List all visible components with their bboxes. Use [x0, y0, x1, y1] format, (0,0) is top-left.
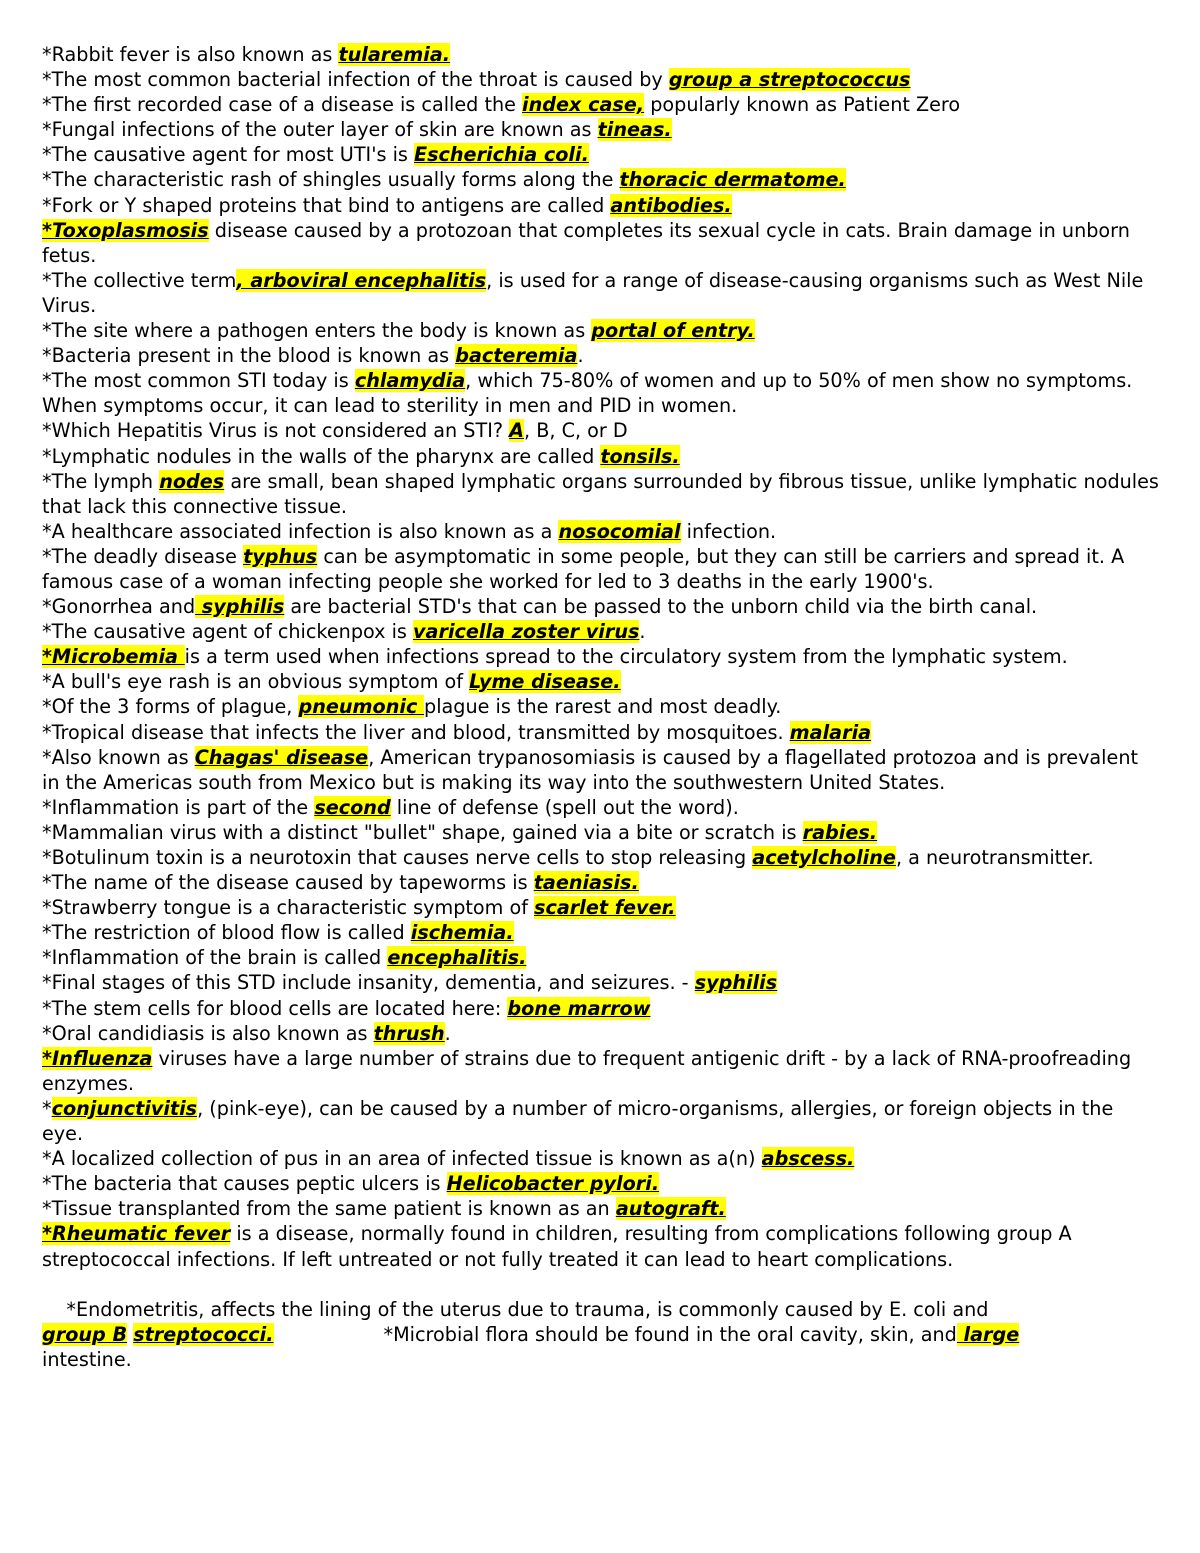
question-line [42, 795, 1160, 820]
answer-highlight: varicella zoster virus [413, 620, 640, 644]
answer-highlight: *Influenza [42, 1046, 153, 1070]
question-text: are small, bean shaped lymphatic organs surrounded by fibrous tissue, unlike lymphatic nodules that lack this connective tissue. [42, 469, 1166, 518]
question-text: *Mammalian virus with a distinct "bullet" shape, gained via a bite or scratch is [42, 820, 803, 844]
question-line [42, 519, 1160, 544]
answer-highlight: bacteremia [455, 344, 578, 368]
question-text: is a term used when infections spread to the circulatory system from the lymphatic system. [184, 645, 1068, 669]
question-line [42, 67, 1160, 92]
question-text: *Lymphatic nodules in the walls of the pharynx are called [42, 444, 601, 468]
question-text: *Which Hepatitis Virus is not considered an STI? [42, 419, 510, 443]
question-text: *The most common bacterial infection of the throat is caused by [42, 68, 669, 92]
answer-highlight: nosocomial [558, 519, 681, 543]
question-text: , which 75-80% of women and up to 50% of men show no symptoms. When symptoms occur, it can lead to sterility in men and PID in women. [42, 369, 1139, 418]
question-line [42, 218, 1160, 268]
question-line [42, 720, 1160, 745]
question-text: *The restriction of blood flow is called [42, 921, 411, 945]
answer-highlight: portal of entry. [591, 319, 755, 343]
question-line [42, 167, 1160, 192]
question-text: , is used for a range of disease-causing organisms such as West Nile Virus. [42, 268, 1150, 317]
question-line [42, 745, 1160, 795]
question-text: . [577, 344, 584, 368]
question-text: *Bacteria present in the blood is known as [42, 344, 456, 368]
question-text: *Inflammation of the brain is called [42, 946, 388, 970]
final-highlight-1: group B [42, 1322, 128, 1346]
final-highlight-2: streptococci. [133, 1322, 274, 1346]
question-text: is a disease, normally found in children, resulting from complications following group A streptococcal infections. If left untreated or not fully treated it can lead to heart complications. [42, 1222, 1078, 1271]
question-text: *A bull's eye rash is an obvious symptom of [42, 670, 470, 694]
question-text: *The lymph [42, 469, 160, 493]
answer-highlight: ischemia. [410, 921, 514, 945]
question-text: , B, C, or D [524, 419, 628, 443]
question-line [42, 444, 1160, 469]
question-text: *Of the 3 forms of plague, [42, 695, 299, 719]
answer-highlight: conjunctivitis [51, 1096, 198, 1120]
question-text: *Tissue transplanted from the same patient is known as an [42, 1197, 616, 1221]
question-line [42, 117, 1160, 142]
final-entry [42, 1272, 1160, 1397]
question-line [42, 820, 1160, 845]
question-text: disease caused by a protozoan that completes its sexual cycle in cats. Brain damage in unborn fetus. [42, 218, 1136, 267]
answer-highlight: encephalitis. [387, 946, 527, 970]
question-text: can be asymptomatic in some people, but they can still be carriers and spread it. A famous case of a woman infecting people she worked for led to 3 deaths in the early 1900's. [42, 544, 1131, 593]
final-highlight-3: large [956, 1322, 1020, 1346]
question-text: *Botulinum toxin is a neurotoxin that causes nerve cells to stop releasing [42, 846, 753, 869]
question-text: *The first recorded case of a disease is called the [42, 93, 523, 117]
answer-highlight: *Microbemia [42, 645, 185, 669]
question-text: *Fork or Y shaped proteins that bind to antigens are called [42, 193, 611, 217]
question-line [42, 1046, 1160, 1096]
answer-highlight: , arboviral encephalitis [236, 268, 487, 292]
question-line [42, 845, 1160, 870]
answer-highlight: Lyme disease. [469, 670, 621, 694]
answer-highlight: Escherichia coli. [414, 143, 589, 167]
question-text: *The stem cells for blood cells are located here: [42, 996, 508, 1020]
question-line [42, 268, 1160, 318]
answer-highlight: malaria [789, 720, 872, 744]
question-line [42, 669, 1160, 694]
question-text: *Tropical disease that infects the liver and blood, transmitted by mosquitoes. [42, 720, 790, 744]
question-line [42, 368, 1160, 418]
answer-highlight: tonsils. [600, 444, 680, 468]
question-text: *The most common STI today is [42, 369, 355, 393]
answer-highlight: tularemia. [338, 43, 451, 66]
question-line [42, 318, 1160, 343]
question-text: *Oral candidiasis is also known as [42, 1021, 374, 1045]
question-text: popularly known as Patient Zero [644, 93, 961, 117]
question-text: *The site where a pathogen enters the body is known as [42, 319, 592, 343]
question-text: *Final stages of this STD include insanity, dementia, and seizures. - [42, 971, 695, 995]
question-text: *Strawberry tongue is a characteristic symptom of [42, 896, 535, 920]
question-line [42, 343, 1160, 368]
question-line [42, 42, 1160, 67]
answer-highlight: taeniasis. [533, 871, 639, 895]
question-text: *The collective term [42, 268, 237, 292]
final-text-1: *Endometritis, affects the lining of the uterus due to trauma, is commonly caused by E. coli and [66, 1297, 989, 1321]
question-line [42, 920, 1160, 945]
answer-highlight: thoracic dermatome. [619, 168, 846, 192]
question-line [42, 945, 1160, 970]
question-line [42, 970, 1160, 995]
answer-highlight: antibodies. [610, 193, 732, 217]
question-line [42, 996, 1160, 1021]
answer-highlight: syphilis [694, 971, 778, 995]
question-list [42, 42, 1166, 1272]
question-text: *Also known as [42, 745, 195, 769]
question-text: *The deadly disease [42, 544, 244, 568]
question-line [42, 895, 1160, 920]
question-line [42, 1171, 1160, 1196]
question-text: line of defense (spell out the word). [390, 795, 739, 819]
question-text: *Rabbit fever is also known as [42, 43, 339, 66]
question-text: *The causative agent for most UTI's is [42, 143, 414, 167]
question-line [42, 544, 1160, 594]
question-text: are bacterial STD's that can be passed to the unborn child via the birth canal. [284, 595, 1038, 619]
answer-highlight: A [509, 419, 525, 443]
question-text: *The bacteria that causes peptic ulcers is [42, 1172, 447, 1196]
question-line [42, 870, 1160, 895]
question-text: , (pink-eye), can be caused by a number of micro-organisms, allergies, or foreign objects in the eye. [42, 1096, 1120, 1146]
answer-highlight: chlamydia [354, 369, 466, 393]
answer-highlight: syphilis [195, 595, 285, 619]
question-line [42, 1096, 1160, 1146]
question-text: infection. [680, 519, 777, 543]
answer-highlight: typhus [243, 544, 318, 568]
question-text: viruses have a large number of strains due to frequent antigenic drift - by a lack of RNA-proofreading enzymes. [42, 1046, 1138, 1095]
answer-highlight: acetylcholine [752, 846, 896, 869]
answer-highlight: second [314, 795, 391, 819]
question-line [42, 1021, 1160, 1046]
answer-highlight: *Rheumatic fever [42, 1222, 231, 1246]
answer-highlight: scarlet fever. [534, 896, 676, 920]
question-line [42, 619, 1160, 644]
answer-highlight: thrush [373, 1021, 445, 1045]
answer-highlight: nodes [159, 469, 225, 493]
question-text: . [444, 1021, 451, 1045]
question-line [42, 1221, 1160, 1271]
question-text: *Fungal infections of the outer layer of skin are known as [42, 118, 598, 142]
question-text: , a neurotransmitter. [895, 846, 1094, 869]
answer-highlight: bone marrow [507, 996, 651, 1020]
question-line [42, 1146, 1160, 1171]
question-line [42, 469, 1166, 519]
question-line [42, 418, 1160, 443]
question-text: . [639, 620, 646, 644]
question-line [42, 594, 1160, 619]
final-text-3: *Microbial flora should be found in the oral cavity, skin, and [383, 1322, 957, 1346]
question-line [42, 142, 1160, 167]
question-text: *Gonorrhea and [42, 595, 196, 619]
question-text: *A localized collection of pus in an area of infected tissue is known as a(n) [42, 1147, 762, 1171]
question-text: * [42, 1096, 52, 1120]
final-text-4: intestine. [42, 1347, 132, 1371]
answer-highlight: Chagas' disease [194, 745, 369, 769]
answer-highlight: rabies. [802, 820, 878, 844]
question-line [42, 92, 1160, 117]
question-line [42, 644, 1160, 669]
question-line [42, 694, 1160, 719]
answer-highlight: *Toxoplasmosis [42, 218, 209, 242]
answer-highlight: group a streptococcus [668, 68, 911, 92]
question-text: *A healthcare associated infection is also known as a [42, 519, 559, 543]
question-line [42, 1196, 1160, 1221]
question-text: *The characteristic rash of shingles usually forms along the [42, 168, 620, 192]
question-text: *The name of the disease caused by tapeworms is [42, 871, 534, 895]
answer-highlight: abscess. [761, 1147, 855, 1171]
answer-highlight: autograft. [615, 1197, 726, 1221]
question-line [42, 193, 1160, 218]
answer-highlight: index case, [522, 93, 645, 117]
answer-highlight: tineas. [597, 118, 672, 142]
question-text: *The causative agent of chickenpox is [42, 620, 414, 644]
answer-highlight: pneumonic [298, 695, 425, 719]
question-text: , American trypanosomiasis is caused by a flagellated protozoa and is prevalent in the Americas south from Mexico but is making its way into the southwestern United States. [42, 745, 1145, 794]
question-text: plague is the rarest and most deadly. [424, 695, 782, 719]
answer-highlight: Helicobacter pylori. [446, 1172, 660, 1196]
question-text: *Inflammation is part of the [42, 795, 315, 819]
